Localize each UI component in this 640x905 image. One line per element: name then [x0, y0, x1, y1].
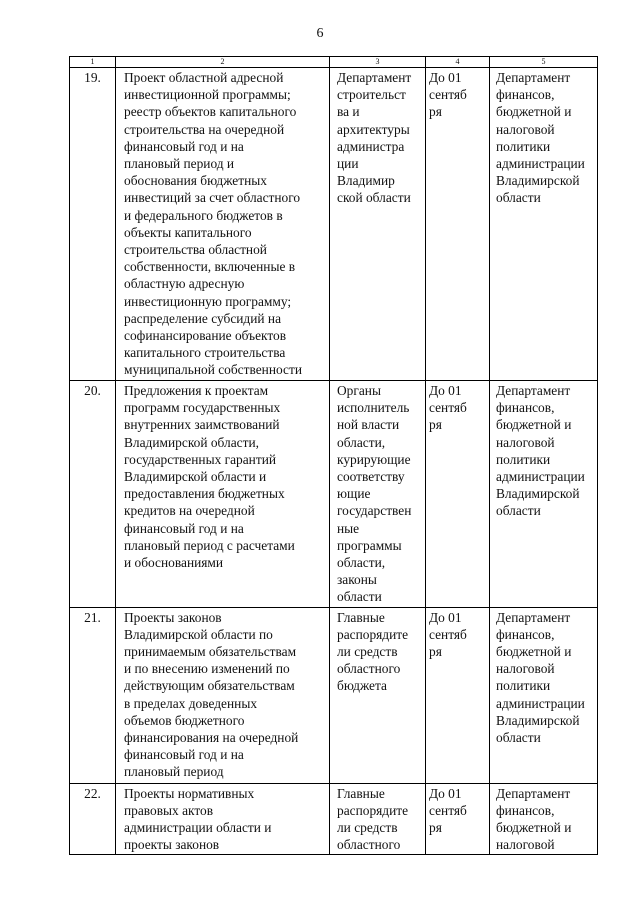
- column-number-row: [70, 57, 598, 68]
- deadline-table: [69, 56, 598, 855]
- recipient: Департамент финансов, бюджетной и налоговой политики администрации Владимирской области: [496, 70, 585, 206]
- column-number: 4: [426, 57, 490, 68]
- document-name: Проекты нормативных правовых актов администрации области и проекты законов: [124, 785, 272, 853]
- document-name: Проекты законов Владимирской области по принимаемым обязательствам и по внесению изменений по действующим обязательствам в пределах доведенных объемов бюджетного финансирования на очередной финансовый год и на плановый период: [124, 609, 299, 780]
- row-number: 20.: [70, 381, 116, 608]
- responsible-cell: [330, 68, 426, 381]
- document-name-cell: [116, 68, 330, 381]
- table-row: [70, 68, 598, 381]
- deadline: До 01 сентяб ря: [429, 609, 467, 660]
- row-number: 22.: [70, 783, 116, 855]
- recipient: Департамент финансов, бюджетной и налоговой политики администрации Владимирской области: [496, 609, 585, 746]
- deadline-cell: [426, 783, 490, 855]
- recipient: Департамент финансов, бюджетной и налоговой политики администрации Владимирской области: [496, 383, 585, 519]
- responsible-cell: [330, 783, 426, 855]
- table-row: [70, 783, 598, 855]
- table-row: [70, 381, 598, 608]
- document-name: Предложения к проектам программ государственных внутренних заимствований Владимирской области, государственных гарантий Владимирской области и предоставления бюджетных кредитов на очередной финансовый год и на плановый период с расчетами и обоснованиями: [124, 383, 295, 571]
- deadline: До 01 сентяб ря: [429, 785, 467, 836]
- deadline-cell: [426, 381, 490, 608]
- recipient-cell: [490, 381, 598, 608]
- column-number: 5: [490, 57, 598, 68]
- responsible-cell: [330, 381, 426, 608]
- responsible-body: Главные распорядите ли средств областного бюджета: [337, 609, 409, 694]
- column-number: 1: [70, 57, 116, 68]
- deadline-cell: [426, 68, 490, 381]
- responsible-body: Департамент строительст ва и архитектуры администра ции Владимир ской области: [337, 70, 412, 206]
- deadline-cell: [426, 607, 490, 783]
- responsible-cell: [330, 607, 426, 783]
- document-name-cell: [116, 783, 330, 855]
- column-number: 2: [116, 57, 330, 68]
- document-name-cell: [116, 381, 330, 608]
- recipient-cell: [490, 68, 598, 381]
- column-number: 3: [330, 57, 426, 68]
- document-name: Проект областной адресной инвестиционной программы; реестр объектов капитального строительства на очередной финансовый год и на плановый период и обоснования бюджетных инвестиций за счет областного и федерального бюджетов в объекты капитального строительства областной собственности, включенные в областную адресную инвестиционную программу; распределение субсидий на софинансирование объектов капитального строительства муниципальной собственности: [124, 70, 302, 378]
- recipient-cell: [490, 607, 598, 783]
- recipient: Департамент финансов, бюджетной и налоговой: [496, 785, 572, 853]
- responsible-body: Органы исполнитель ной власти области, курирующие соответству ющие государствен ные программы области, законы области: [337, 383, 412, 605]
- row-number: 19.: [70, 68, 116, 381]
- recipient-cell: [490, 783, 598, 855]
- deadline: До 01 сентяб ря: [429, 383, 467, 433]
- row-number: 21.: [70, 607, 116, 783]
- deadline: До 01 сентяб ря: [429, 70, 467, 120]
- responsible-body: Главные распорядите ли средств областного: [337, 785, 409, 853]
- document-name-cell: [116, 607, 330, 783]
- table-row: [70, 607, 598, 783]
- page-number: 6: [316, 26, 324, 41]
